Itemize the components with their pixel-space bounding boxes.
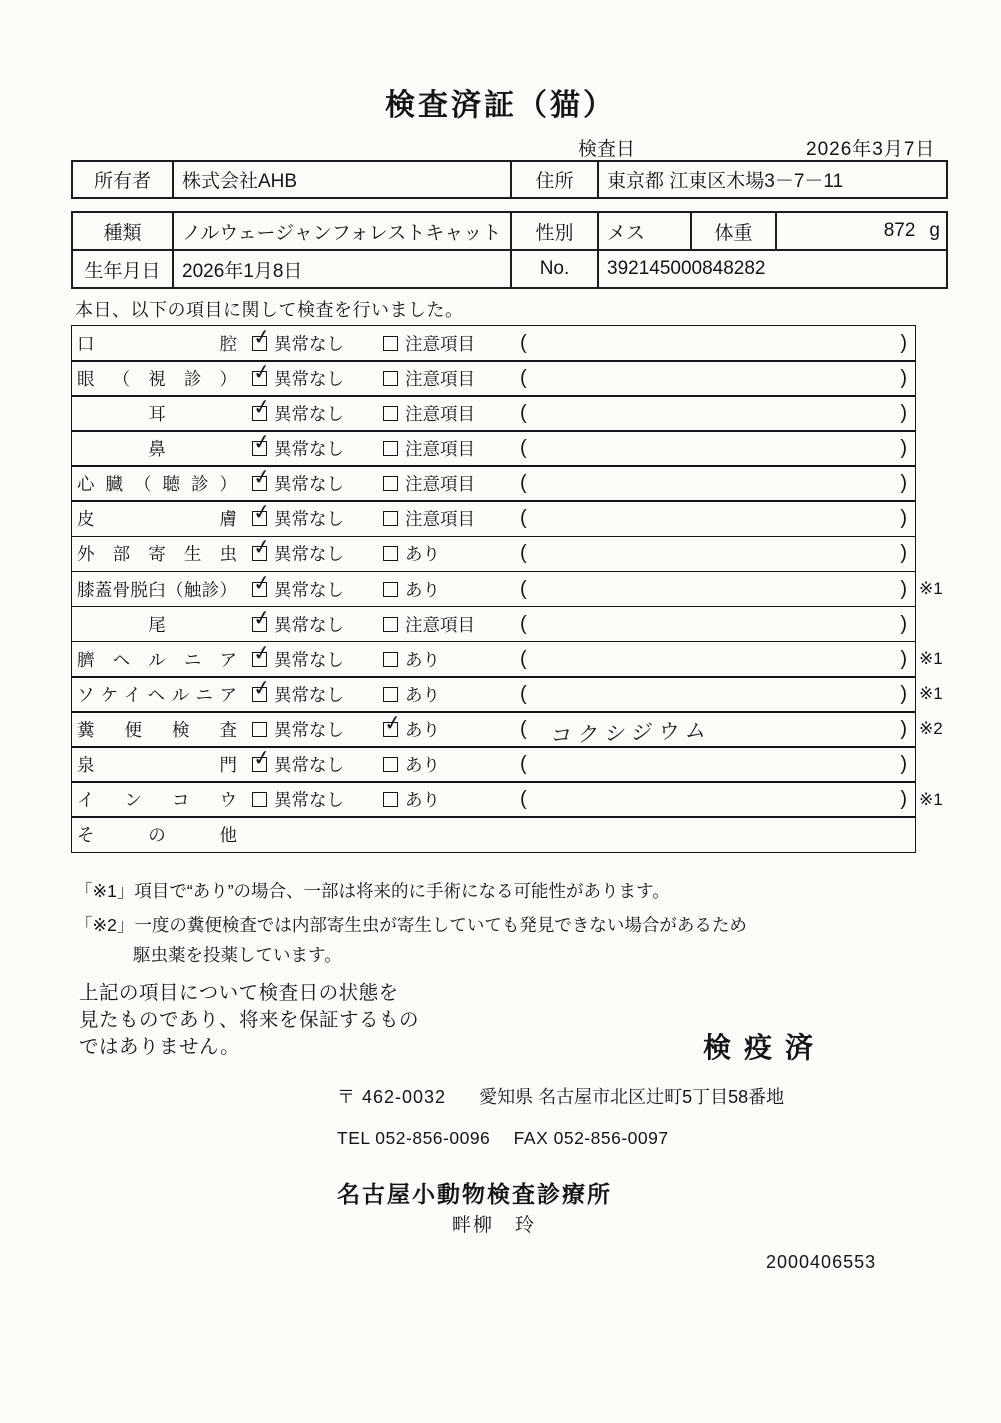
footnote-2-line1: 「※2」一度の糞便検査では内部寄生虫が寄生していても発見できない場合があるため (75, 915, 747, 935)
remark-field (516, 578, 915, 601)
checkbox-label: あり (405, 790, 440, 811)
remark-handwritten-text (527, 372, 900, 385)
inspection-item-label: ソケイヘルニア (77, 684, 237, 705)
inspection-row (71, 430, 916, 467)
inspection-row (71, 325, 916, 362)
checkbox-label: 注意項目 (405, 614, 475, 635)
footnote-1: 「※1」項目で“あり”の場合、一部は将来的に手術になる可能性があります。 (75, 881, 670, 901)
footnote-marker: ※1 (919, 649, 943, 669)
footnotes (75, 878, 747, 976)
remark-field (516, 402, 915, 425)
checkbox (251, 465, 273, 491)
option-no-abnormality (251, 465, 379, 496)
remark-field (516, 332, 915, 355)
paren-open: ( (520, 542, 527, 565)
checkbox (251, 359, 273, 386)
checkmark: ✓ (251, 324, 273, 350)
paren-close: ) (900, 717, 907, 740)
paren-open: ( (520, 788, 527, 811)
option-no-abnormality (251, 324, 379, 356)
remark-field (516, 367, 915, 390)
intro-text: 本日、以下の項目に関して検査を行いました。 (75, 300, 464, 320)
option-no-abnormality (252, 787, 379, 812)
checkbox (383, 757, 398, 772)
checkbox-label: 異常なし (274, 649, 344, 670)
checkbox (251, 535, 273, 561)
option-no-abnormality (251, 359, 379, 391)
remark-field (516, 472, 915, 495)
checkbox-label: 異常なし (274, 579, 344, 600)
pet-info-table (71, 211, 948, 289)
checkbox-label: あり (405, 544, 440, 565)
remark-handwritten-text: コクシジウム (549, 719, 713, 749)
document-number: 2000406553 (766, 1252, 877, 1272)
option-attention (383, 401, 516, 426)
checkbox-label: 異常なし (274, 684, 344, 705)
page-title: 検査済証（猫） (385, 89, 616, 122)
option-no-abnormality (251, 570, 379, 602)
address-value: 東京都 江東区木場3－7－11 (598, 161, 947, 198)
paren-close: ) (900, 437, 907, 460)
checkmark: ✓ (251, 570, 273, 596)
disclaimer-text (79, 980, 419, 1061)
checkbox (251, 570, 273, 597)
remark-handwritten-text (527, 337, 900, 350)
paren-close: ) (900, 752, 907, 775)
paren-open: ( (520, 331, 527, 354)
checkbox-label: あり (405, 754, 440, 775)
option-attention (383, 331, 516, 356)
birthdate-row (72, 250, 947, 288)
inspection-date-row (0, 134, 1001, 160)
checkbox-label: 異常なし (274, 614, 344, 635)
footnote-marker: ※1 (919, 579, 943, 598)
checkbox (251, 500, 273, 526)
remark-handwritten-text (527, 758, 900, 771)
inspection-row (71, 640, 943, 678)
checkmark: ✓ (251, 465, 273, 491)
clinic-contact-line (337, 1128, 669, 1149)
checkbox (383, 511, 398, 526)
checkbox-label: 注意項目 (405, 404, 475, 425)
option-attention (382, 710, 516, 742)
checkbox (251, 675, 273, 702)
remark-handwritten-text (527, 793, 900, 806)
inspection-item-label: 泉門 (77, 754, 237, 775)
paren-open: ( (520, 647, 527, 670)
checkbox (383, 371, 398, 386)
paren-open: ( (520, 437, 527, 460)
checkbox-label: 異常なし (274, 790, 344, 811)
inspection-date-label: 検査日 (578, 139, 636, 160)
checkbox-label: 注意項目 (405, 333, 475, 354)
paren-close: ) (900, 402, 907, 425)
footnote-marker: ※2 (919, 719, 943, 739)
inspection-date-value: 2026年3月7日 (806, 139, 936, 160)
footnote-marker: ※1 (919, 789, 943, 809)
paren-open: ( (520, 472, 527, 495)
remark-handwritten-text (527, 512, 900, 525)
checkbox (383, 582, 398, 597)
option-no-abnormality (251, 535, 379, 566)
weight-value-cell (776, 212, 947, 250)
option-no-abnormality (251, 500, 379, 531)
checkbox (383, 406, 398, 421)
inspection-item-label: 尾 (148, 614, 166, 635)
checkmark: ✓ (251, 605, 273, 631)
checkmark: ✓ (251, 535, 273, 561)
checkbox (251, 640, 273, 667)
checkbox-label: 注意項目 (405, 474, 475, 495)
inspection-row (71, 395, 916, 432)
checkbox (251, 394, 273, 421)
option-attention (383, 436, 516, 461)
checkbox-label: 異常なし (274, 404, 344, 425)
remark-handwritten-text (527, 547, 900, 560)
option-attention (383, 787, 516, 812)
paren-open: ( (520, 402, 527, 425)
paren-close: ) (900, 366, 907, 389)
disclaimer-line2: 見たものであり、将来を保証するもの (79, 1008, 420, 1031)
paren-close: ) (900, 507, 907, 530)
checkmark: ✓ (382, 710, 404, 736)
clinic-name: 名古屋小動物検査診療所 (337, 1181, 612, 1207)
inspection-item-label: 耳 (148, 404, 166, 425)
checkbox-label: 注意項目 (405, 368, 475, 389)
remark-handwritten-text (527, 582, 900, 595)
inspection-item-label: インコウ (77, 790, 237, 811)
clinic-address-line (337, 1083, 784, 1109)
checkbox (383, 687, 398, 702)
breed-label: 種類 (72, 212, 173, 250)
remark-handwritten-text (527, 477, 900, 490)
remark-field (516, 542, 915, 565)
paren-close: ) (900, 682, 907, 705)
address-label: 住所 (511, 161, 598, 198)
option-no-abnormality (251, 640, 379, 672)
inspection-row (71, 570, 943, 608)
inspection-item-label: 口腔 (77, 333, 237, 354)
paren-close: ) (900, 542, 907, 565)
sex-label: 性別 (511, 212, 598, 250)
inspection-row (71, 360, 916, 397)
remark-handwritten-text (527, 407, 900, 420)
checkbox-label: 注意項目 (405, 509, 475, 530)
checkbox-label: 注意項目 (405, 439, 475, 460)
checkbox (383, 652, 398, 667)
checkbox (252, 792, 267, 807)
inspection-row (71, 781, 943, 818)
checkbox-label: あり (405, 719, 440, 740)
paren-close: ) (900, 472, 907, 495)
registration-no-value: 392145000848282 (598, 250, 947, 288)
option-attention (383, 682, 516, 707)
remark-field (516, 714, 915, 749)
checkbox (251, 605, 273, 632)
breed-row (72, 212, 947, 250)
remark-field (516, 753, 915, 776)
checkbox (383, 336, 398, 351)
disclaimer-line1: 上記の項目について検査日の状態を (79, 982, 399, 1004)
option-attention (383, 647, 516, 672)
checkbox (383, 476, 398, 491)
registration-no-label: No. (511, 250, 598, 288)
postal-code: 〒 462-0032 (337, 1087, 447, 1107)
remark-handwritten-text (527, 653, 900, 666)
option-no-abnormality (251, 605, 379, 637)
footnote-marker: ※1 (919, 684, 943, 704)
option-attention (383, 752, 516, 777)
inspection-item-label: 眼（視診） (77, 368, 237, 389)
inspection-item-label: 臍ヘルニア (77, 649, 237, 670)
owner-value: 株式会社AHB (173, 161, 511, 198)
inspection-row (71, 816, 916, 853)
checkbox (251, 430, 273, 456)
owner-row (72, 161, 947, 198)
paren-open: ( (520, 577, 527, 600)
checkbox (383, 792, 398, 807)
paren-close: ) (900, 331, 907, 354)
inspection-item-label: 皮膚 (77, 509, 237, 530)
checkbox-label: 異常なし (274, 474, 344, 495)
remark-field (516, 683, 915, 706)
owner-table (71, 160, 948, 199)
clinic-tel: TEL 052-856-0096 (337, 1128, 491, 1148)
inspection-item-label: 膝蓋骨脱臼（触診） (77, 579, 237, 600)
inspection-rows (71, 324, 943, 853)
paren-open: ( (520, 717, 527, 740)
checkbox-label: 異常なし (274, 368, 344, 389)
owner-label: 所有者 (72, 161, 173, 198)
checkmark: ✓ (251, 745, 273, 772)
option-attention (383, 506, 516, 531)
remark-field (516, 788, 915, 811)
remark-field (516, 613, 915, 636)
option-attention (383, 366, 516, 391)
option-attention (383, 612, 516, 637)
checkbox (383, 617, 398, 632)
quarantine-passed-stamp: 検疫済 (703, 1032, 827, 1063)
option-no-abnormality (251, 675, 379, 707)
checkbox-label: あり (405, 684, 440, 705)
inspection-item-label: 鼻 (148, 439, 166, 460)
checkmark: ✓ (251, 359, 273, 386)
option-no-abnormality (251, 430, 379, 461)
paren-close: ) (900, 788, 907, 811)
option-attention (383, 471, 516, 496)
clinic-fax: FAX 052-856-0097 (513, 1128, 669, 1148)
option-attention (383, 541, 516, 566)
birthdate-label: 生年月日 (72, 250, 173, 288)
footnote-2-line2: 駆虫薬を投薬しています。 (133, 945, 342, 965)
paren-open: ( (520, 366, 527, 389)
option-no-abnormality (251, 394, 379, 426)
inspection-item-label: 外部寄生虫 (77, 544, 237, 565)
checkbox (382, 710, 404, 737)
paren-open: ( (520, 507, 527, 530)
weight-unit: g (929, 220, 940, 241)
option-attention (383, 577, 516, 602)
remark-handwritten-text (527, 442, 900, 455)
checkmark: ✓ (251, 640, 273, 666)
remark-field (516, 437, 915, 460)
checkmark: ✓ (251, 500, 273, 526)
checkbox-label: 異常なし (274, 719, 344, 740)
inspection-item-label: その他 (77, 825, 237, 846)
checkbox-label: 異常なし (274, 439, 344, 460)
checkbox-label: 異常なし (274, 333, 344, 354)
paren-open: ( (520, 682, 527, 705)
checkbox-label: あり (405, 649, 440, 670)
inspection-row (71, 536, 916, 573)
remark-handwritten-text (527, 618, 900, 631)
remark-field (516, 648, 915, 671)
paren-open: ( (520, 752, 527, 775)
inspection-row (71, 500, 916, 537)
paren-close: ) (900, 577, 907, 600)
clinic-address: 愛知県 名古屋市北区辻町5丁目58番地 (479, 1087, 785, 1107)
inspection-row (71, 710, 943, 749)
checkbox (383, 546, 398, 561)
breed-value: ノルウェージャンフォレストキャット (173, 212, 511, 250)
checkbox (252, 722, 267, 737)
checkbox (251, 745, 273, 772)
inspection-item-label: 心臓（聴診） (77, 474, 237, 495)
checkbox-label: 異常なし (274, 509, 344, 530)
inspection-row (71, 746, 916, 783)
checkbox-label: 異常なし (274, 544, 344, 565)
examiner-name: 畔柳 玲 (452, 1215, 537, 1236)
checkmark: ✓ (251, 675, 273, 701)
paren-close: ) (900, 647, 907, 670)
sex-value: メス (598, 212, 691, 250)
option-no-abnormality (252, 717, 379, 742)
paren-open: ( (520, 612, 527, 635)
checkbox-label: 異常なし (274, 754, 344, 775)
inspection-row (71, 606, 916, 643)
weight-label: 体重 (691, 212, 776, 250)
option-no-abnormality (251, 745, 379, 777)
birthdate-value: 2026年1月8日 (173, 250, 511, 288)
paren-close: ) (900, 612, 907, 635)
checkmark: ✓ (251, 430, 273, 456)
checkbox-label: あり (405, 579, 440, 600)
disclaimer-line3: ではありません。 (79, 1035, 241, 1058)
inspection-row (71, 465, 916, 502)
weight-value: 872 (883, 220, 916, 241)
inspection-item-label: 糞便検査 (77, 719, 237, 740)
checkbox (251, 324, 273, 351)
remark-field (516, 507, 915, 530)
checkbox (383, 441, 398, 456)
checkmark: ✓ (251, 394, 273, 421)
remark-handwritten-text (527, 688, 900, 701)
inspection-row (71, 675, 943, 713)
